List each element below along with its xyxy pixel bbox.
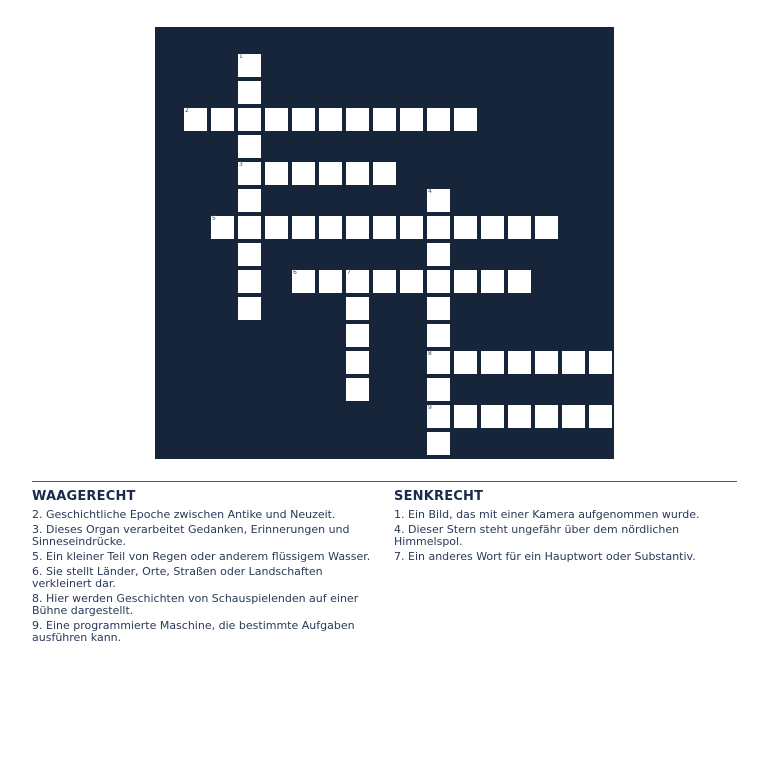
grid-cell[interactable] — [237, 188, 262, 213]
grid-cell[interactable] — [453, 107, 478, 132]
grid-cell[interactable] — [237, 134, 262, 159]
grid-cell[interactable] — [237, 242, 262, 267]
grid-cell[interactable] — [210, 215, 235, 240]
divider — [32, 481, 737, 482]
clue-number: 4 — [428, 188, 432, 195]
crossword-grid — [155, 27, 614, 459]
grid-cell[interactable] — [507, 215, 532, 240]
grid-cell[interactable] — [453, 404, 478, 429]
grid-cell[interactable] — [507, 404, 532, 429]
grid-cell[interactable] — [480, 404, 505, 429]
grid-cell[interactable] — [345, 269, 370, 294]
grid-cell[interactable] — [426, 431, 451, 456]
across-clue-3: 3. Dieses Organ verarbeitet Gedanken, Erinnerungen und Sinneseindrücke. — [32, 523, 350, 548]
grid-cell[interactable] — [426, 323, 451, 348]
grid-cell[interactable] — [399, 269, 424, 294]
grid-cell[interactable] — [453, 350, 478, 375]
grid-cell[interactable] — [264, 215, 289, 240]
grid-cell[interactable] — [372, 215, 397, 240]
across-clue-9: 9. Eine programmierte Maschine, die bestimmte Aufgaben ausführen kann. — [32, 619, 355, 644]
across-clue-8: 8. Hier werden Geschichten von Schauspielenden auf einer Bühne dargestellt. — [32, 592, 359, 617]
grid-cell[interactable] — [237, 269, 262, 294]
grid-cell[interactable] — [237, 296, 262, 321]
across-clue-6: 6. Sie stellt Länder, Orte, Straßen oder Landschaften verkleinert dar. — [32, 565, 323, 590]
grid-cell[interactable] — [318, 269, 343, 294]
grid-cell[interactable] — [237, 80, 262, 105]
grid-cell[interactable] — [426, 242, 451, 267]
grid-cell[interactable] — [480, 350, 505, 375]
down-clue-7: 7. Ein anderes Wort für ein Hauptwort oder Substantiv. — [394, 550, 696, 563]
grid-cell[interactable] — [561, 404, 586, 429]
grid-cell[interactable] — [534, 215, 559, 240]
grid-cell[interactable] — [480, 215, 505, 240]
grid-cell[interactable] — [453, 269, 478, 294]
clue-number: 6 — [293, 269, 297, 276]
grid-cell[interactable] — [588, 350, 613, 375]
clue-number: 1 — [239, 53, 243, 60]
grid-cell[interactable] — [345, 323, 370, 348]
grid-cell[interactable] — [426, 296, 451, 321]
clue-number: 3 — [239, 161, 243, 168]
grid-cell[interactable] — [291, 161, 316, 186]
grid-cell[interactable] — [291, 269, 316, 294]
grid-cell[interactable] — [561, 350, 586, 375]
grid-cell[interactable] — [291, 215, 316, 240]
grid-cell[interactable] — [291, 107, 316, 132]
grid-cell[interactable] — [399, 107, 424, 132]
grid-cell[interactable] — [345, 350, 370, 375]
clue-number: 9 — [428, 404, 432, 411]
grid-cell[interactable] — [237, 215, 262, 240]
grid-cell[interactable] — [426, 404, 451, 429]
clue-number: 2 — [185, 107, 189, 114]
grid-cell[interactable] — [453, 215, 478, 240]
clue-number: 5 — [212, 215, 216, 222]
grid-cell[interactable] — [345, 215, 370, 240]
down-heading: SENKRECHT — [394, 489, 484, 504]
grid-cell[interactable] — [372, 107, 397, 132]
grid-cell[interactable] — [534, 350, 559, 375]
grid-cell[interactable] — [318, 215, 343, 240]
grid-cell[interactable] — [345, 161, 370, 186]
grid-cell[interactable] — [345, 377, 370, 402]
across-clue-2: 2. Geschichtliche Epoche zwischen Antike und Neuzeit. — [32, 508, 336, 521]
grid-cell[interactable] — [399, 215, 424, 240]
grid-cell[interactable] — [237, 53, 262, 78]
grid-cell[interactable] — [264, 161, 289, 186]
grid-cell[interactable] — [210, 107, 235, 132]
down-clue-4: 4. Dieser Stern steht ungefähr über dem nördlichen Himmelspol. — [394, 523, 680, 548]
across-clue-5: 5. Ein kleiner Teil von Regen oder anderem flüssigem Wasser. — [32, 550, 371, 563]
grid-cell[interactable] — [345, 296, 370, 321]
grid-cell[interactable] — [318, 107, 343, 132]
grid-cell[interactable] — [264, 107, 289, 132]
grid-cell[interactable] — [237, 161, 262, 186]
grid-cell[interactable] — [507, 350, 532, 375]
grid-cell[interactable] — [318, 161, 343, 186]
clue-number: 8 — [428, 350, 432, 357]
grid-cell[interactable] — [372, 269, 397, 294]
grid-cell[interactable] — [426, 188, 451, 213]
grid-cell[interactable] — [426, 269, 451, 294]
grid-cell[interactable] — [426, 215, 451, 240]
grid-cell[interactable] — [426, 350, 451, 375]
grid-cell[interactable] — [183, 107, 208, 132]
down-clue-1: 1. Ein Bild, das mit einer Kamera aufgenommen wurde. — [394, 508, 700, 521]
grid-cell[interactable] — [345, 107, 370, 132]
grid-cell[interactable] — [534, 404, 559, 429]
grid-cell[interactable] — [372, 161, 397, 186]
grid-cell[interactable] — [480, 269, 505, 294]
grid-cell[interactable] — [507, 269, 532, 294]
down-clues — [394, 489, 734, 566]
clue-number: 7 — [347, 269, 351, 276]
grid-cell[interactable] — [237, 107, 262, 132]
grid-cell[interactable] — [426, 377, 451, 402]
across-clues — [32, 489, 382, 647]
grid-cell[interactable] — [588, 404, 613, 429]
across-heading: WAAGERECHT — [32, 489, 136, 504]
grid-cell[interactable] — [426, 107, 451, 132]
